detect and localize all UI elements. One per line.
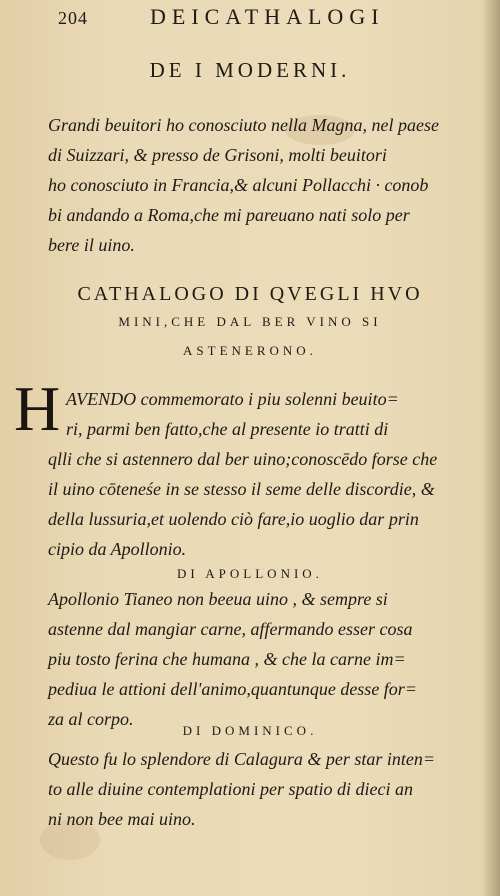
text-line: AVENDO commemorato i piu solenni beuito= — [66, 389, 399, 409]
page-gutter-shadow — [482, 0, 500, 896]
text-line: ni non bee mai uino. — [48, 809, 196, 829]
text-line: piu tosto ferina che humana , & che la carne im= — [48, 649, 406, 669]
section-heading-moderni: DE I MODERNI. — [149, 58, 351, 82]
paragraph-apollonio — [48, 584, 468, 734]
text-line: astenne dal mangiar carne, affermando esser cosa — [48, 619, 413, 639]
paragraph-cathalogo — [66, 384, 466, 444]
text-line: ri, parmi ben fatto,che al presente io tratti di — [66, 419, 389, 439]
section-heading-cathalogo: CATHALOGO DI QVEGLI HVO — [77, 283, 423, 305]
text-line: cipio da Apollonio. — [48, 539, 187, 559]
text-line: bere il uino. — [48, 235, 135, 255]
text-line: qlli che si astennero dal ber uino;conoscēdo forse che — [48, 449, 438, 469]
text-line: za al corpo. — [48, 709, 134, 729]
paragraph-cathalogo-cont — [48, 444, 468, 564]
text-line: to alle diuine contemplationi per spatio di dieci an — [48, 779, 413, 799]
text-line: della lussuria,et uolendo ciò fare,io uoglio dar prin — [48, 509, 419, 529]
running-title: DEICATHALOGI — [150, 4, 385, 29]
section-heading-apollonio: DI APOLLONIO. — [177, 566, 323, 581]
section-heading-dominico: DI DOMINICO. — [182, 723, 318, 738]
drop-capital: H — [14, 373, 61, 444]
section-subheading: ASTENERONO. — [183, 343, 317, 358]
text-line: il uino cōteneśe in se stesso il seme delle discordie, & — [48, 479, 435, 499]
text-line: Questo fu lo splendore di Calagura & per star inten= — [48, 749, 435, 769]
text-line: Grandi beuitori ho conosciuto nella Magna, nel paese — [48, 115, 439, 135]
text-line: di Suizzari, & presso de Grisoni, molti beuitori — [48, 145, 387, 165]
text-line: ho conosciuto in Francia,& alcuni Pollacchi · conob — [48, 175, 429, 195]
paragraph-moderni — [48, 110, 468, 260]
page-number: 204 — [58, 8, 88, 28]
paragraph-dominico — [48, 744, 468, 834]
text-line: bi andando a Roma,che mi pareuano nati solo per — [48, 205, 410, 225]
text-line: pediua le attioni dell'animo,quantunque desse for= — [48, 679, 417, 699]
section-subheading: MINI,CHE DAL BER VINO SI — [118, 314, 382, 329]
text-line: Apollonio Tianeo non beeua uino , & sempre si — [48, 589, 388, 609]
running-head — [10, 2, 480, 32]
